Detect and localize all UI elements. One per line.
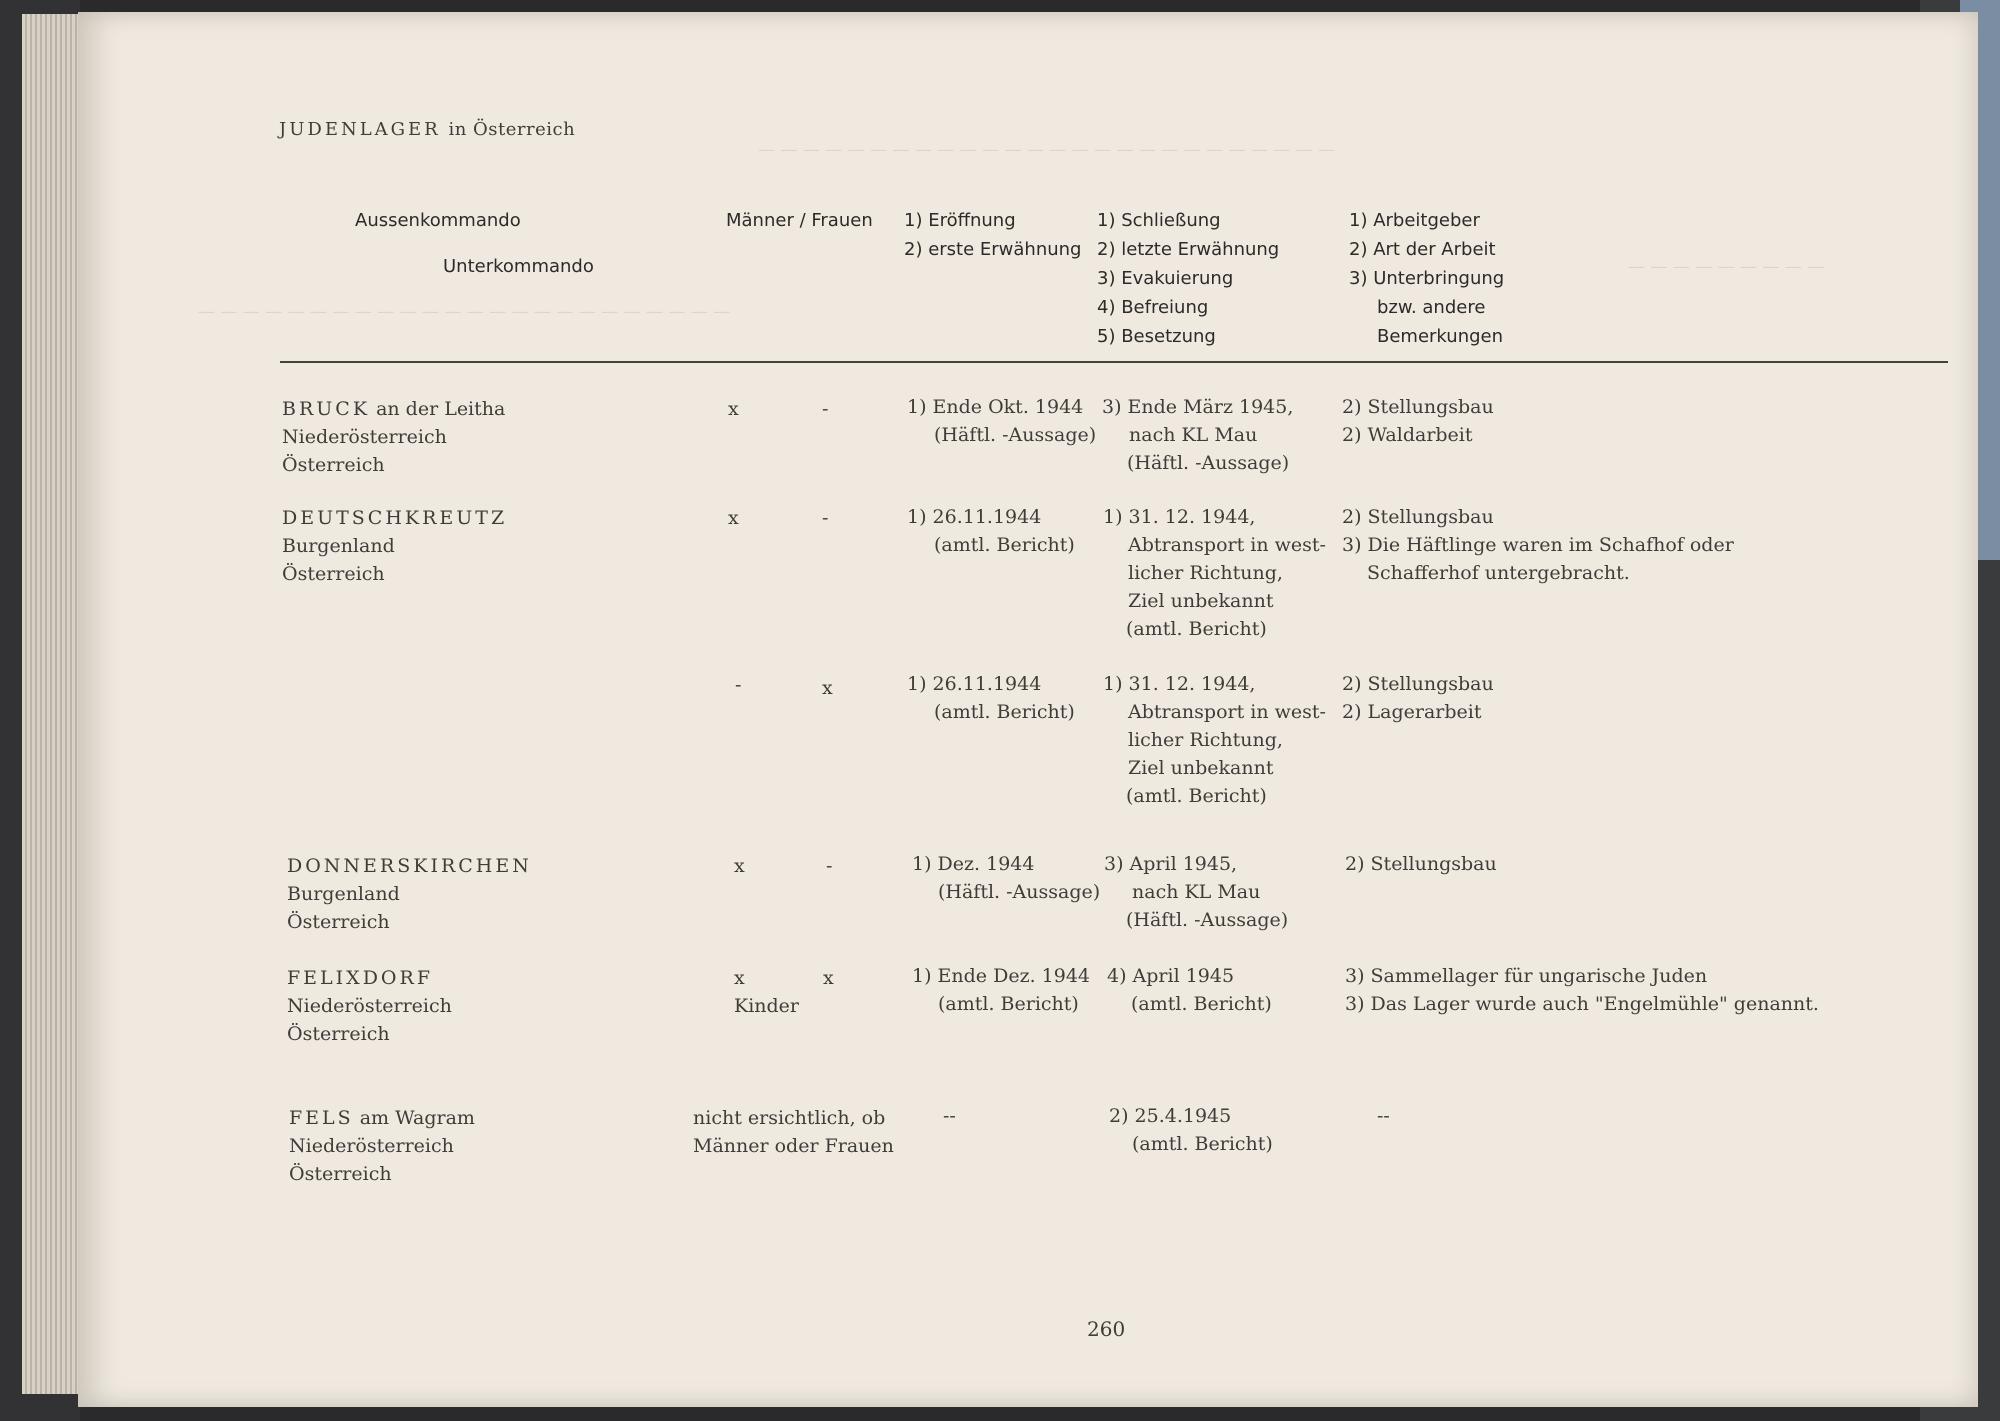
cell-line: 2) 25.4.1945 — [1109, 1105, 1232, 1127]
camp-name: FELIXDORF — [287, 967, 434, 989]
cell-line: 3) Ende März 1945, — [1102, 396, 1294, 418]
cell-line: 2) Waldarbeit — [1342, 424, 1473, 446]
row-fels-schliessung — [1109, 1102, 1273, 1158]
camp-name: DEUTSCHKREUTZ — [282, 507, 508, 529]
cell-line: (amtl. Bericht) — [938, 993, 1079, 1015]
row-bruck-frauen: - — [822, 398, 829, 420]
header-line: 5) Besetzung — [1097, 326, 1216, 347]
row-deutschkreutz2-frauen: x — [822, 677, 833, 699]
row-deutschkreutz2-arbeit — [1342, 670, 1494, 726]
header-arbeitgeber — [1349, 206, 1504, 351]
cell-line: (amtl. Bericht) — [934, 701, 1075, 723]
row-donnerskirchen-name — [287, 852, 532, 936]
camp-location: Österreich — [289, 1163, 392, 1185]
row-bruck-eroeffnung — [907, 393, 1096, 449]
cell-line: 3) Das Lager wurde auch "Engelmühle" genannt. — [1345, 993, 1819, 1015]
cell-line: 3) Sammellager für ungarische Juden — [1345, 965, 1708, 987]
cell-line: licher Richtung, — [1128, 562, 1283, 584]
camp-location: Burgenland — [282, 535, 395, 557]
row-fels-name — [289, 1104, 475, 1188]
header-line: 4) Befreiung — [1097, 297, 1209, 318]
cell-line: Ziel unbekannt — [1128, 757, 1274, 779]
cell-line: (Häftl. -Aussage) — [1127, 452, 1290, 474]
cell-line: 1) 26.11.1944 — [907, 506, 1042, 528]
cell-line: 2) Stellungsbau — [1342, 396, 1494, 418]
cell-line: 1) 31. 12. 1944, — [1103, 506, 1256, 528]
row-deutschkreutz-arbeit — [1342, 503, 1734, 587]
row-deutschkreutz-name — [282, 504, 507, 588]
cell-line: Schafferhof untergebracht. — [1367, 562, 1630, 584]
row-bruck-name — [282, 395, 505, 479]
row-deutschkreutz-frauen: - — [822, 507, 829, 529]
cell-line: (amtl. Bericht) — [1131, 993, 1272, 1015]
camp-location: Niederösterreich — [289, 1135, 454, 1157]
row-felixdorf-schliessung — [1107, 962, 1272, 1018]
camp-name: FELS — [289, 1107, 354, 1129]
header-line: 3) Evakuierung — [1097, 268, 1234, 289]
row-felixdorf-eroeffnung — [912, 962, 1090, 1018]
row-deutschkreutz-maenner: x — [728, 507, 739, 529]
page-title — [279, 116, 575, 144]
row-fels-eroeffnung: -- — [943, 1105, 956, 1127]
cell-line: Abtransport in west- — [1128, 701, 1326, 723]
camp-location: Niederösterreich — [287, 995, 452, 1017]
camp-name-suffix: am Wagram — [359, 1107, 475, 1129]
row-donnerskirchen-frauen: - — [826, 855, 833, 877]
cell-line: 2) Lagerarbeit — [1342, 701, 1482, 723]
bleed-through-text: — — — — — — — — — — [1628, 257, 1825, 277]
row-deutschkreutz2-eroeffnung — [907, 670, 1075, 726]
cell-line: 1) 26.11.1944 — [907, 673, 1042, 695]
camp-name: DONNERSKIRCHEN — [287, 855, 532, 877]
row-donnerskirchen-eroeffnung — [912, 850, 1100, 906]
header-line: 2) Art der Arbeit — [1349, 239, 1496, 260]
header-line: 1) Schließung — [1097, 210, 1221, 231]
row-bruck-arbeit — [1342, 393, 1494, 449]
camp-location: Österreich — [287, 911, 390, 933]
cell-line: 2) Stellungsbau — [1342, 506, 1494, 528]
row-deutschkreutz-schliessung — [1103, 503, 1326, 643]
cell-line: 2) Stellungsbau — [1345, 853, 1497, 875]
cell-line: (Häftl. -Aussage) — [934, 424, 1097, 446]
camp-location: Österreich — [282, 563, 385, 585]
row-bruck-maenner: x — [728, 398, 739, 420]
row-felixdorf-kinder: Kinder — [734, 995, 799, 1017]
cell-line: (Häftl. -Aussage) — [1126, 909, 1289, 931]
cell-line: 4) April 1945 — [1107, 965, 1235, 987]
row-fels-arbeit: -- — [1377, 1105, 1390, 1127]
bleed-through-text: — — — — — — — — — — — — — — — — — — — — — — — — — — — [758, 140, 1336, 160]
header-unterkommando: Unterkommando — [443, 256, 594, 277]
row-donnerskirchen-schliessung — [1104, 850, 1288, 934]
cell-line: Ziel unbekannt — [1128, 590, 1274, 612]
bleed-through-text: — — — — — — — — — — — — — — — — — — — — — — — — — [198, 302, 731, 322]
cell-line: licher Richtung, — [1128, 729, 1283, 751]
camp-location: Österreich — [287, 1023, 390, 1045]
camp-location: Niederösterreich — [282, 426, 447, 448]
camp-location: Burgenland — [287, 883, 400, 905]
cell-line: Männer oder Frauen — [693, 1135, 894, 1157]
header-line: 3) Unterbringung — [1349, 268, 1505, 289]
cell-line: nach KL Mau — [1132, 881, 1261, 903]
title-sub: in Österreich — [448, 119, 576, 140]
cell-line: Abtransport in west- — [1128, 534, 1326, 556]
book-page — [78, 12, 1978, 1407]
header-line: 1) Arbeitgeber — [1349, 210, 1480, 231]
cell-line: 1) Ende Dez. 1944 — [912, 965, 1091, 987]
cell-line: 1) 31. 12. 1944, — [1103, 673, 1256, 695]
row-donnerskirchen-maenner: x — [734, 855, 745, 877]
page-number: 260 — [1087, 1317, 1126, 1341]
row-felixdorf-frauen: x — [823, 967, 834, 989]
row-felixdorf-arbeit — [1345, 962, 1819, 1018]
cell-line: (amtl. Bericht) — [1126, 618, 1267, 640]
cell-line: nach KL Mau — [1129, 424, 1258, 446]
row-felixdorf-name — [287, 964, 452, 1048]
header-line: 2) erste Erwähnung — [904, 239, 1082, 260]
row-fels-maenner-frauen — [693, 1104, 894, 1160]
header-eroeffnung — [904, 206, 1082, 264]
cell-line: nicht ersichtlich, ob — [693, 1107, 886, 1129]
header-line: 2) letzte Erwähnung — [1097, 239, 1280, 260]
cell-line: (amtl. Bericht) — [934, 534, 1075, 556]
camp-name-suffix: an der Leitha — [376, 398, 506, 420]
cell-line: (Häftl. -Aussage) — [938, 881, 1101, 903]
header-line: 1) Eröffnung — [904, 210, 1016, 231]
camp-name: BRUCK — [282, 398, 371, 420]
title-main: JUDENLAGER — [279, 119, 441, 140]
row-bruck-schliessung — [1102, 393, 1293, 477]
camp-location: Österreich — [282, 454, 385, 476]
header-rule — [280, 361, 1948, 363]
cell-line: 2) Stellungsbau — [1342, 673, 1494, 695]
header-aussenkommando: Aussenkommando — [355, 210, 521, 231]
header-schliessung — [1097, 206, 1279, 351]
cell-line: (amtl. Bericht) — [1126, 785, 1267, 807]
row-donnerskirchen-arbeit — [1345, 850, 1497, 878]
header-line: bzw. andere — [1377, 297, 1486, 318]
cell-line: 1) Dez. 1944 — [912, 853, 1035, 875]
header-maenner-frauen: Männer / Frauen — [726, 210, 873, 231]
cell-line: 3) April 1945, — [1104, 853, 1238, 875]
cell-line: 1) Ende Okt. 1944 — [907, 396, 1084, 418]
row-deutschkreutz2-maenner: - — [735, 674, 742, 696]
row-deutschkreutz2-schliessung — [1103, 670, 1326, 810]
cell-line: 3) Die Häftlinge waren im Schafhof oder — [1342, 534, 1734, 556]
row-felixdorf-maenner: x — [734, 967, 745, 989]
header-line: Bemerkungen — [1377, 326, 1504, 347]
cell-line: (amtl. Bericht) — [1132, 1133, 1273, 1155]
row-deutschkreutz-eroeffnung — [907, 503, 1075, 559]
